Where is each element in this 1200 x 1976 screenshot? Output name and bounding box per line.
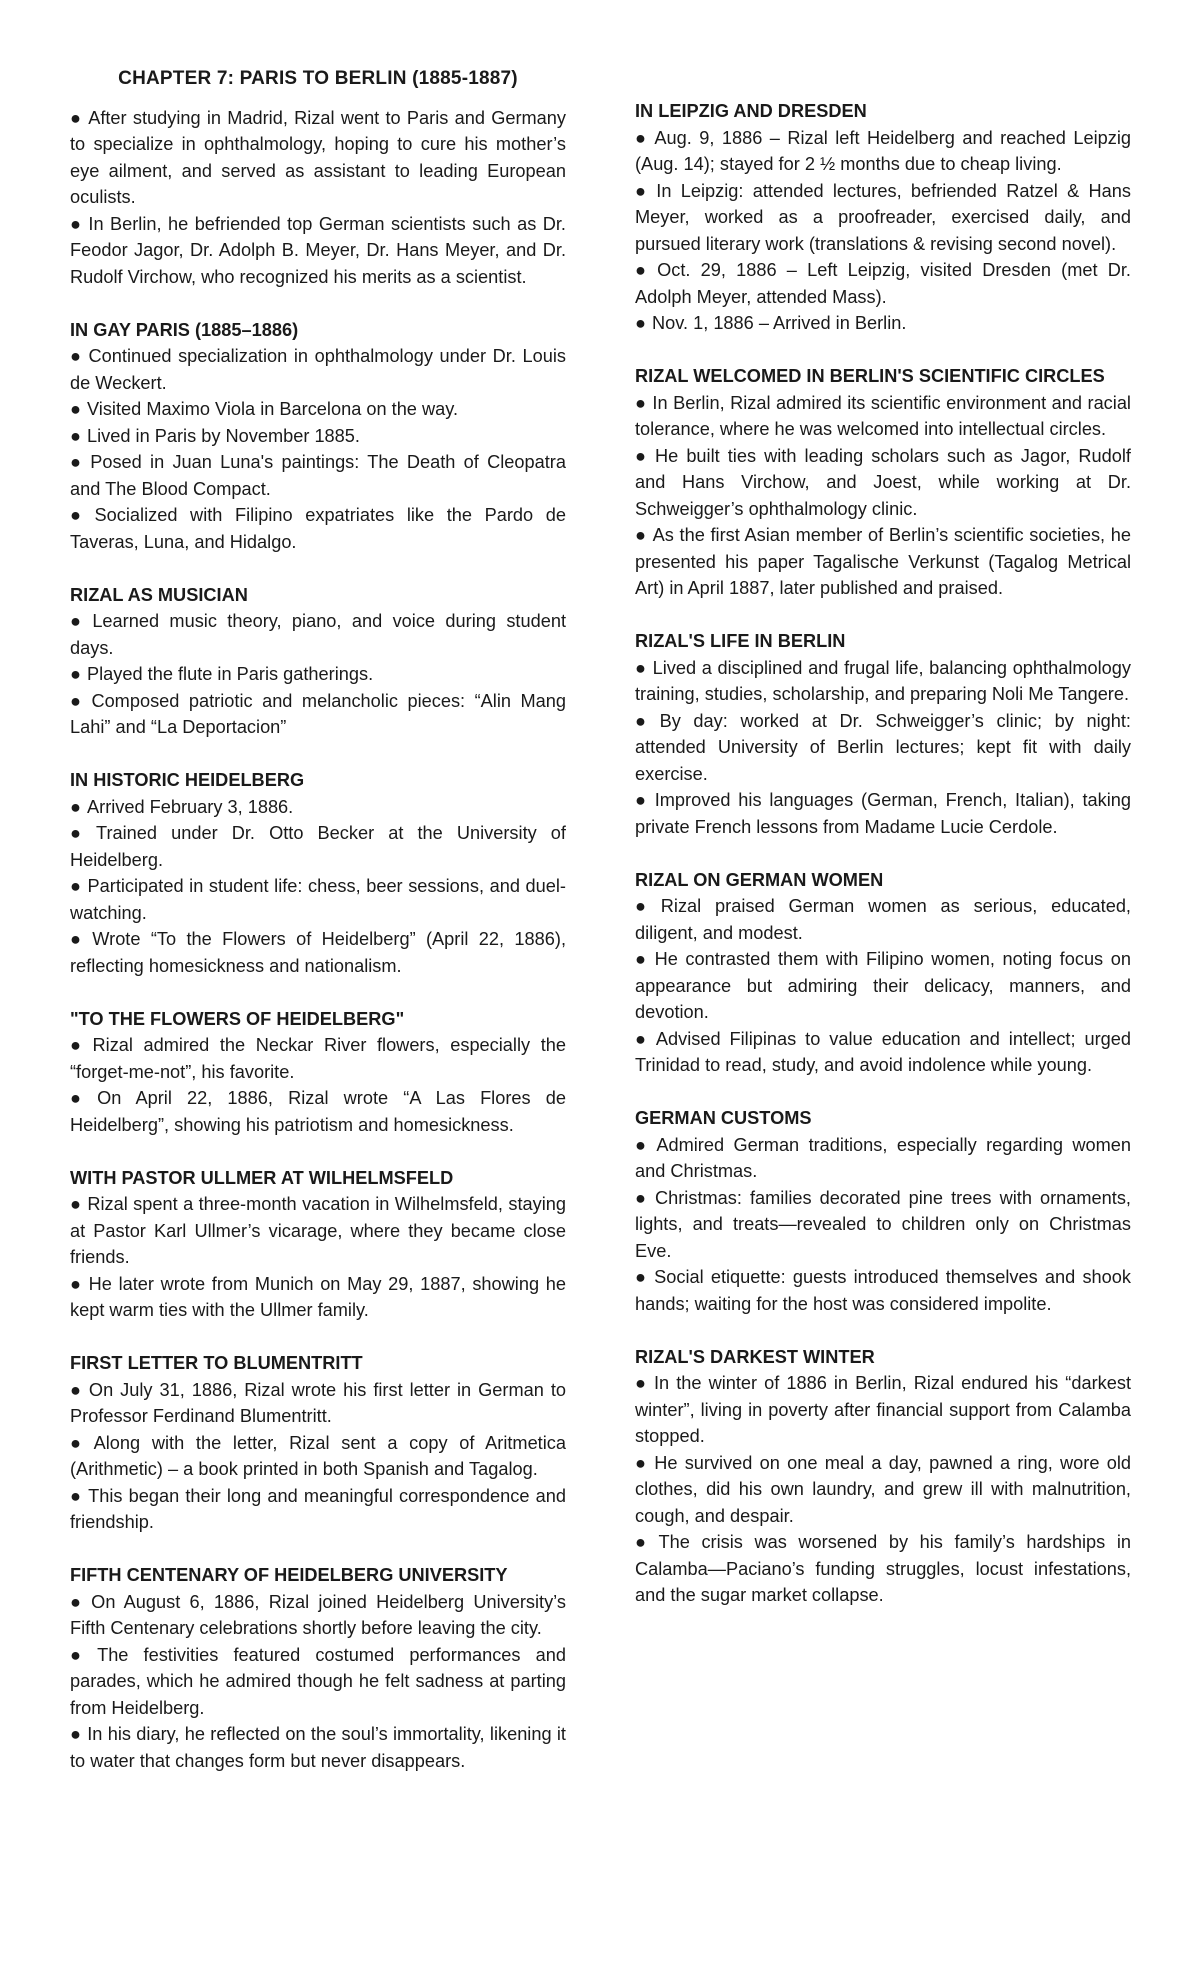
section-heading: GERMAN CUSTOMS	[635, 1108, 812, 1128]
bullet-item	[70, 1721, 566, 1774]
section-heading: RIZAL'S DARKEST WINTER	[635, 1346, 875, 1367]
bullet-item	[70, 820, 566, 873]
bullet-item	[635, 178, 1131, 258]
bullet-text: Along with the letter, Rizal sent a copy of Aritmetica (Arithmetic) – a book printed in both Spanish and Tagalog.	[70, 1432, 566, 1479]
bullet-dot-icon: ●	[70, 1088, 92, 1108]
bullet-text: He later wrote from Munich on May 29, 1887, showing he kept warm ties with the Ullmer family.	[70, 1273, 566, 1320]
bullet-item	[635, 1529, 1131, 1609]
bullet-text: Rizal praised German women as serious, educated, diligent, and modest.	[635, 896, 1131, 943]
bullet-text: As the first Asian member of Berlin’s scientific societies, he presented his paper Tagalische Verkunst (Tagalog Metrical Art) in April 1887, later published and praised.	[635, 525, 1131, 598]
bullet-dot-icon: ●	[70, 1644, 92, 1665]
bullet-item	[635, 787, 1131, 840]
bullet-dot-icon: ●	[635, 790, 649, 810]
bullet-dot-icon: ●	[70, 346, 83, 366]
bullet-item	[70, 1085, 566, 1138]
bullet-text: Christmas: families decorated pine trees with ornaments, lights, and treats—revealed to children only on Christmas Eve.	[635, 1187, 1131, 1261]
bullet-dot-icon: ●	[635, 1452, 649, 1473]
bullet-dot-icon: ●	[635, 127, 649, 148]
bullet-text: In Berlin, he befriended top German scientists such as Dr. Feodor Jagor, Dr. Adolph B. Meyer, Dr. Hans Meyer, and Dr. Rudolf Virchow, who recognized his merits as a scientist.	[70, 213, 566, 287]
bullet-item	[70, 926, 566, 979]
bullet-text: Lived a disciplined and frugal life, balancing ophthalmology training, studies, scholarship, and preparing Noli Me Tangere.	[635, 657, 1131, 704]
bullet-dot-icon: ●	[70, 399, 81, 419]
bullet-item	[635, 1185, 1131, 1265]
bullet-text: After studying in Madrid, Rizal went to Paris and Germany to specialize in ophthalmology, hoping to cure his mother’s eye ailment, and served as assistant to leading European oculists.	[70, 107, 566, 207]
bullet-dot-icon: ●	[70, 1035, 87, 1055]
bullet-dot-icon: ●	[635, 1134, 651, 1155]
bullet-dot-icon: ●	[635, 445, 649, 466]
section-heading: FIFTH CENTENARY OF HEIDELBERG UNIVERSITY	[70, 1565, 508, 1585]
bullet-text: Lived in Paris by November 1885.	[87, 425, 360, 446]
bullet-text: Social etiquette: guests introduced themselves and shook hands; waiting for the host was considered impolite.	[635, 1267, 1131, 1314]
bullet-dot-icon: ●	[70, 1591, 86, 1612]
section-heading: "TO THE FLOWERS OF HEIDELBERG"	[70, 1008, 405, 1029]
bullet-dot-icon: ●	[635, 1028, 650, 1049]
bullet-text: Posed in Juan Luna's paintings: The Death of Cleopatra and The Blood Compact.	[70, 452, 566, 499]
section	[635, 363, 1131, 602]
bullet-dot-icon: ●	[70, 213, 83, 234]
section-heading: IN GAY PARIS (1885–1886)	[70, 319, 299, 340]
bullet-text: Played the flute in Paris gatherings.	[87, 664, 374, 684]
bullet-item	[635, 946, 1131, 1026]
section	[70, 317, 566, 556]
bullet-item	[635, 310, 1131, 337]
bullet-item	[635, 1450, 1131, 1530]
section	[635, 867, 1131, 1079]
bullet-dot-icon: ●	[70, 929, 87, 949]
section	[70, 1350, 566, 1536]
bullet-text: Socialized with Filipino expatriates like the Pardo de Taveras, Luna, and Hidalgo.	[70, 505, 566, 552]
section-heading: RIZAL WELCOMED IN BERLIN'S SCIENTIFIC CIRCLES	[635, 366, 1105, 386]
bullet-text: This began their long and meaningful correspondence and friendship.	[70, 1485, 566, 1532]
bullet-text: Trained under Dr. Otto Becker at the University of Heidelberg.	[70, 823, 566, 870]
left-column	[70, 66, 566, 1801]
right-column	[635, 98, 1131, 1635]
bullet-text: The crisis was worsened by his family’s hardships in Calamba—Paciano’s funding struggles, locust infestations, and the sugar market collapse.	[635, 1532, 1131, 1605]
bullet-dot-icon: ●	[70, 1724, 82, 1744]
section-heading: FIRST LETTER TO BLUMENTRITT	[70, 1353, 363, 1373]
section-heading: RIZAL AS MUSICIAN	[70, 584, 248, 605]
bullet-dot-icon: ●	[70, 452, 85, 472]
bullet-item	[70, 211, 566, 291]
bullet-text: On August 6, 1886, Rizal joined Heidelberg University’s Fifth Centenary celebrations shortly before leaving the city.	[70, 1591, 566, 1638]
bullet-item	[70, 794, 566, 821]
bullet-text: Oct. 29, 1886 – Left Leipzig, visited Dresden (met Dr. Adolph Meyer, attended Mass).	[635, 260, 1131, 307]
bullet-item	[70, 396, 566, 423]
bullet-item	[70, 1271, 566, 1324]
bullet-dot-icon: ●	[70, 505, 89, 525]
bullet-dot-icon: ●	[635, 1187, 649, 1208]
bullet-dot-icon: ●	[70, 1273, 83, 1294]
section	[70, 1165, 566, 1324]
bullet-text: Composed patriotic and melancholic pieces: “Alin Mang Lahi” and “La Deportacion”	[70, 690, 566, 737]
bullet-item	[70, 105, 566, 211]
bullet-text: On April 22, 1886, Rizal wrote “A Las Flores de Heidelberg”, showing his patriotism and homesickness.	[70, 1088, 566, 1135]
bullet-dot-icon: ●	[70, 1432, 88, 1453]
bullet-text: Admired German traditions, especially regarding women and Christmas.	[635, 1134, 1131, 1181]
bullet-text: The festivities featured costumed performances and parades, which he admired though he felt sadness at parting from Heidelberg.	[70, 1644, 566, 1718]
bullet-dot-icon: ●	[70, 664, 81, 684]
bullet-item	[635, 125, 1131, 178]
bullet-text: Rizal spent a three-month vacation in Wilhelmsfeld, staying at Pastor Karl Ullmer’s vicarage, where they became close friends.	[70, 1194, 566, 1267]
section	[70, 1562, 566, 1774]
bullet-item	[70, 1430, 566, 1483]
section-heading: WITH PASTOR ULLMER AT WILHELMSFELD	[70, 1167, 454, 1188]
bullet-dot-icon: ●	[635, 1532, 653, 1552]
section	[635, 628, 1131, 840]
section-heading: IN LEIPZIG AND DRESDEN	[635, 101, 867, 121]
bullet-text: Arrived February 3, 1886.	[87, 796, 294, 817]
bullet-dot-icon: ●	[635, 260, 652, 280]
bullet-text: He contrasted them with Filipino women, noting focus on appearance but admiring their delicacy, manners, and devotion.	[635, 949, 1131, 1022]
bullet-dot-icon: ●	[635, 392, 647, 413]
bullet-dot-icon: ●	[635, 313, 646, 333]
bullet-text: In the winter of 1886 in Berlin, Rizal endured his “darkest winter”, living in poverty after financial support from Calamba stopped.	[635, 1373, 1131, 1446]
bullet-item	[70, 423, 566, 450]
bullet-dot-icon: ●	[635, 710, 654, 731]
bullet-item	[635, 708, 1131, 788]
bullet-text: On July 31, 1886, Rizal wrote his first letter in German to Professor Ferdinand Blumentritt.	[70, 1379, 566, 1426]
bullet-item	[70, 1191, 566, 1271]
bullet-item	[635, 893, 1131, 946]
bullet-item	[70, 688, 566, 741]
bullet-item	[635, 1264, 1131, 1317]
bullet-text: Participated in student life: chess, beer sessions, and duel-watching.	[70, 876, 566, 923]
bullet-dot-icon: ●	[70, 796, 81, 817]
bullet-text: Learned music theory, piano, and voice during student days.	[70, 611, 566, 658]
bullet-item	[635, 390, 1131, 443]
bullet-dot-icon: ●	[70, 690, 86, 711]
bullet-item	[635, 1026, 1131, 1079]
bullet-text: Advised Filipinas to value education and intellect; urged Trinidad to read, study, and avoid indolence while young.	[635, 1028, 1131, 1075]
right-sections	[635, 98, 1131, 1609]
bullet-text: Continued specialization in ophthalmology under Dr. Louis de Weckert.	[70, 346, 566, 393]
bullet-item	[635, 522, 1131, 602]
bullet-text: Aug. 9, 1886 – Rizal left Heidelberg and reached Leipzig (Aug. 14); stayed for 2 ½ months due to cheap living.	[635, 127, 1131, 174]
bullet-text: He built ties with leading scholars such as Jagor, Rudolf and Hans Virchow, and Joest, while working at Dr. Schweigger’s ophthalmology clinic.	[635, 445, 1131, 519]
bullet-item	[70, 343, 566, 396]
bullet-item	[635, 257, 1131, 310]
bullet-dot-icon: ●	[70, 1379, 83, 1400]
bullet-item	[70, 661, 566, 688]
section	[635, 1105, 1131, 1317]
bullet-item	[70, 1589, 566, 1642]
bullet-text: Wrote “To the Flowers of Heidelberg” (April 22, 1886), reflecting homesickness and nationalism.	[70, 929, 566, 976]
bullet-item	[70, 1377, 566, 1430]
bullet-item	[635, 1132, 1131, 1185]
bullet-dot-icon: ●	[635, 896, 655, 916]
intro-section	[70, 105, 566, 291]
bullet-dot-icon: ●	[635, 1267, 649, 1287]
bullet-text: Rizal admired the Neckar River flowers, especially the “forget-me-not”, his favorite.	[70, 1035, 566, 1082]
bullet-text: By day: worked at Dr. Schweigger’s clinic; by night: attended University of Berlin lectures; kept fit with daily exercise.	[635, 710, 1131, 784]
bullet-text: He survived on one meal a day, pawned a ring, wore old clothes, did his own laundry, and grew ill with malnutrition, cough, and despair.	[635, 1452, 1131, 1526]
bullet-dot-icon: ●	[70, 611, 87, 631]
bullet-item	[635, 1370, 1131, 1450]
bullet-item	[70, 502, 566, 555]
bullet-item	[70, 608, 566, 661]
section	[635, 98, 1131, 337]
bullet-dot-icon: ●	[635, 949, 649, 969]
bullet-dot-icon: ●	[635, 525, 647, 545]
bullet-item	[70, 1642, 566, 1722]
bullet-text: In Berlin, Rizal admired its scientific environment and racial tolerance, where he was welcomed into intellectual circles.	[635, 392, 1131, 439]
section-heading: IN HISTORIC HEIDELBERG	[70, 770, 305, 790]
bullet-item	[70, 1032, 566, 1085]
section	[635, 1344, 1131, 1609]
bullet-item	[70, 1483, 566, 1536]
bullet-text: In his diary, he reflected on the soul’s immortality, likening it to water that changes form but never disappears.	[70, 1724, 566, 1771]
bullet-dot-icon: ●	[70, 425, 81, 446]
bullet-dot-icon: ●	[70, 1485, 83, 1506]
bullet-dot-icon: ●	[70, 1194, 82, 1214]
bullet-dot-icon: ●	[70, 823, 91, 843]
bullet-item	[635, 655, 1131, 708]
bullet-text: Nov. 1, 1886 – Arrived in Berlin.	[652, 313, 907, 333]
bullet-dot-icon: ●	[635, 657, 647, 678]
section	[70, 582, 566, 741]
section	[70, 1006, 566, 1139]
bullet-text: Improved his languages (German, French, Italian), taking private French lessons from Madame Lucie Cerdole.	[635, 790, 1131, 837]
bullet-text: Visited Maximo Viola in Barcelona on the way.	[87, 399, 459, 419]
bullet-item	[635, 443, 1131, 523]
bullet-dot-icon: ●	[70, 876, 82, 896]
section-heading: RIZAL'S LIFE IN BERLIN	[635, 631, 846, 651]
bullet-text: In Leipzig: attended lectures, befriended Ratzel & Hans Meyer, worked as a proofreader, exercised daily, and pursued literary work (translations & revising second novel).	[635, 180, 1131, 254]
chapter-title: CHAPTER 7: PARIS TO BERLIN (1885-1887)	[118, 68, 518, 89]
section-heading: RIZAL ON GERMAN WOMEN	[635, 869, 884, 890]
bullet-dot-icon: ●	[70, 107, 83, 128]
bullet-item	[70, 449, 566, 502]
bullet-dot-icon: ●	[635, 180, 651, 201]
section	[70, 767, 566, 979]
left-sections	[70, 317, 566, 1775]
bullet-item	[70, 873, 566, 926]
bullet-dot-icon: ●	[635, 1373, 648, 1393]
